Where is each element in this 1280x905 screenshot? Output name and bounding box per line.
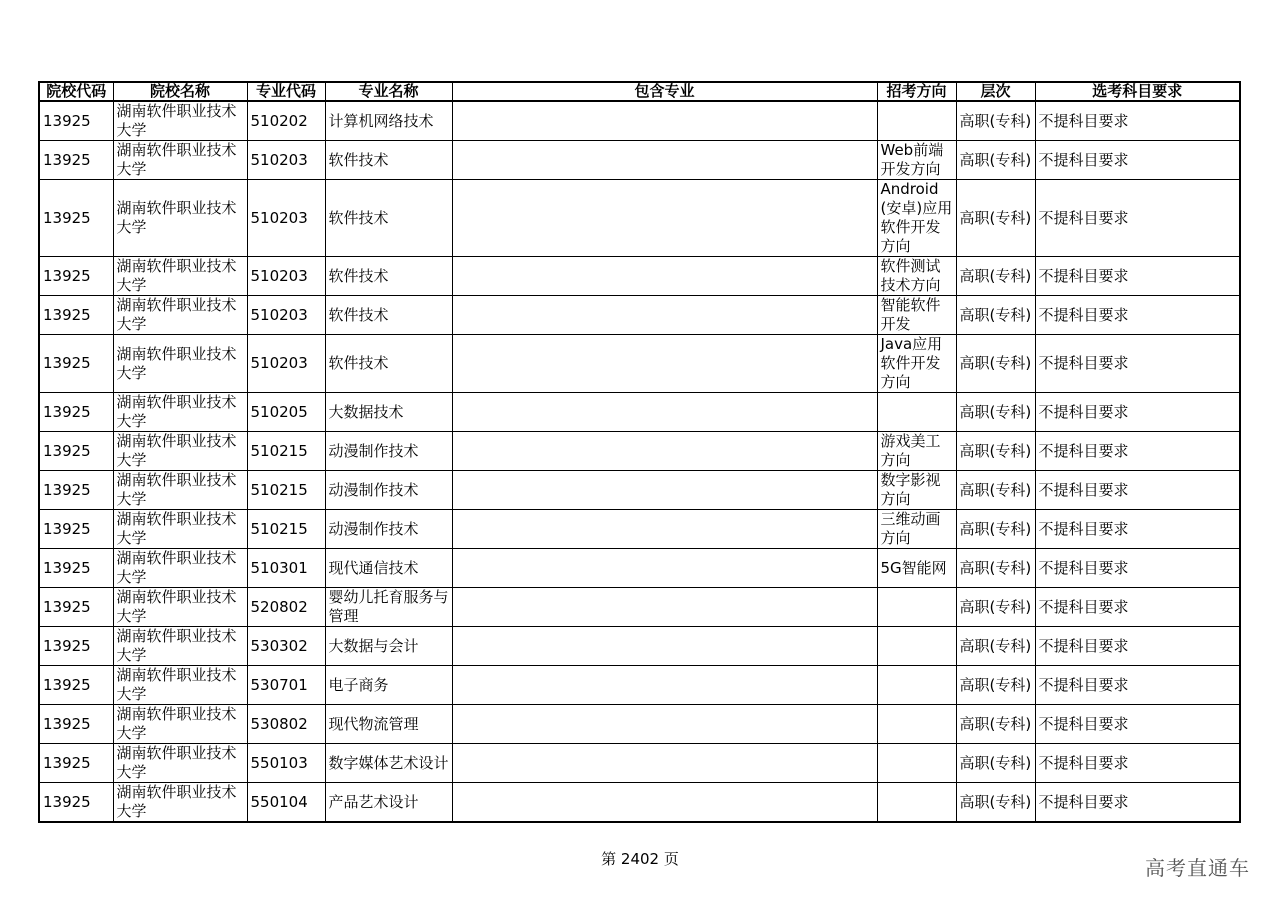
cell-level: 高职(专科) <box>956 180 1035 257</box>
cell-requirement: 不提科目要求 <box>1035 549 1240 588</box>
cell-requirement: 不提科目要求 <box>1035 335 1240 393</box>
cell-direction <box>877 744 956 783</box>
cell-level: 高职(专科) <box>956 510 1035 549</box>
cell-major-name: 大数据与会计 <box>325 627 452 666</box>
cell-direction <box>877 393 956 432</box>
table-row <box>39 549 1240 588</box>
cell-major-name: 现代物流管理 <box>325 705 452 744</box>
col-header-level: 层次 <box>956 82 1035 101</box>
cell-level: 高职(专科) <box>956 335 1035 393</box>
cell-level: 高职(专科) <box>956 549 1035 588</box>
cell-major-name: 软件技术 <box>325 335 452 393</box>
cell-included <box>452 666 877 705</box>
table-row <box>39 180 1240 257</box>
cell-school-name: 湖南软件职业技术大学 <box>113 101 247 141</box>
cell-level: 高职(专科) <box>956 257 1035 296</box>
cell-requirement: 不提科目要求 <box>1035 141 1240 180</box>
cell-included <box>452 335 877 393</box>
cell-school-name: 湖南软件职业技术大学 <box>113 783 247 823</box>
cell-major-code: 520802 <box>247 588 325 627</box>
cell-school-code: 13925 <box>39 180 113 257</box>
cell-school-code: 13925 <box>39 471 113 510</box>
col-header-direction: 招考方向 <box>877 82 956 101</box>
cell-direction: Web前端开发方向 <box>877 141 956 180</box>
cell-school-code: 13925 <box>39 141 113 180</box>
col-header-major-name: 专业名称 <box>325 82 452 101</box>
cell-school-name: 湖南软件职业技术大学 <box>113 141 247 180</box>
cell-school-name: 湖南软件职业技术大学 <box>113 549 247 588</box>
cell-direction: 数字影视方向 <box>877 471 956 510</box>
cell-requirement: 不提科目要求 <box>1035 393 1240 432</box>
cell-school-code: 13925 <box>39 627 113 666</box>
cell-direction: 软件测试技术方向 <box>877 257 956 296</box>
cell-school-code: 13925 <box>39 705 113 744</box>
cell-school-code: 13925 <box>39 393 113 432</box>
cell-level: 高职(专科) <box>956 666 1035 705</box>
cell-level: 高职(专科) <box>956 101 1035 141</box>
cell-level: 高职(专科) <box>956 296 1035 335</box>
cell-direction: 5G智能网 <box>877 549 956 588</box>
cell-school-name: 湖南软件职业技术大学 <box>113 705 247 744</box>
cell-requirement: 不提科目要求 <box>1035 296 1240 335</box>
cell-school-name: 湖南软件职业技术大学 <box>113 666 247 705</box>
table-row <box>39 471 1240 510</box>
cell-major-name: 产品艺术设计 <box>325 783 452 823</box>
cell-major-name: 计算机网络技术 <box>325 101 452 141</box>
cell-direction: 游戏美工方向 <box>877 432 956 471</box>
col-header-included: 包含专业 <box>452 82 877 101</box>
cell-requirement: 不提科目要求 <box>1035 257 1240 296</box>
cell-school-code: 13925 <box>39 783 113 823</box>
cell-major-code: 510301 <box>247 549 325 588</box>
cell-major-name: 动漫制作技术 <box>325 471 452 510</box>
cell-included <box>452 783 877 823</box>
cell-school-code: 13925 <box>39 257 113 296</box>
cell-direction: 三维动画方向 <box>877 510 956 549</box>
cell-school-name: 湖南软件职业技术大学 <box>113 510 247 549</box>
table-row <box>39 705 1240 744</box>
cell-included <box>452 141 877 180</box>
table-row <box>39 744 1240 783</box>
cell-included <box>452 471 877 510</box>
table-row <box>39 141 1240 180</box>
cell-level: 高职(专科) <box>956 471 1035 510</box>
cell-included <box>452 744 877 783</box>
cell-school-name: 湖南软件职业技术大学 <box>113 588 247 627</box>
cell-school-code: 13925 <box>39 744 113 783</box>
table-row <box>39 627 1240 666</box>
cell-school-name: 湖南软件职业技术大学 <box>113 744 247 783</box>
table-row <box>39 335 1240 393</box>
cell-included <box>452 549 877 588</box>
cell-major-name: 软件技术 <box>325 257 452 296</box>
cell-school-code: 13925 <box>39 335 113 393</box>
watermark-logo: 高考直通车 <box>1145 856 1250 880</box>
cell-included <box>452 257 877 296</box>
table-row <box>39 783 1240 823</box>
cell-major-name: 软件技术 <box>325 141 452 180</box>
cell-school-code: 13925 <box>39 510 113 549</box>
cell-school-name: 湖南软件职业技术大学 <box>113 296 247 335</box>
cell-included <box>452 627 877 666</box>
col-header-school-name: 院校名称 <box>113 82 247 101</box>
cell-direction <box>877 666 956 705</box>
cell-direction: Java应用软件开发方向 <box>877 335 956 393</box>
cell-requirement: 不提科目要求 <box>1035 744 1240 783</box>
header-row <box>39 82 1240 101</box>
cell-level: 高职(专科) <box>956 432 1035 471</box>
cell-major-code: 530302 <box>247 627 325 666</box>
cell-school-code: 13925 <box>39 432 113 471</box>
cell-major-name: 大数据技术 <box>325 393 452 432</box>
cell-major-code: 510202 <box>247 101 325 141</box>
cell-major-code: 510215 <box>247 432 325 471</box>
cell-included <box>452 296 877 335</box>
table-row <box>39 296 1240 335</box>
cell-major-name: 动漫制作技术 <box>325 510 452 549</box>
table-body <box>39 101 1240 822</box>
cell-major-name: 数字媒体艺术设计 <box>325 744 452 783</box>
cell-included <box>452 393 877 432</box>
cell-school-name: 湖南软件职业技术大学 <box>113 257 247 296</box>
col-header-school-code: 院校代码 <box>39 82 113 101</box>
cell-major-code: 530802 <box>247 705 325 744</box>
cell-requirement: 不提科目要求 <box>1035 783 1240 823</box>
cell-requirement: 不提科目要求 <box>1035 627 1240 666</box>
cell-level: 高职(专科) <box>956 141 1035 180</box>
cell-school-code: 13925 <box>39 296 113 335</box>
cell-major-name: 现代通信技术 <box>325 549 452 588</box>
cell-level: 高职(专科) <box>956 393 1035 432</box>
table-row <box>39 510 1240 549</box>
cell-major-code: 510203 <box>247 141 325 180</box>
cell-major-name: 软件技术 <box>325 180 452 257</box>
cell-included <box>452 510 877 549</box>
cell-major-code: 510215 <box>247 510 325 549</box>
cell-level: 高职(专科) <box>956 627 1035 666</box>
cell-school-code: 13925 <box>39 666 113 705</box>
col-header-major-code: 专业代码 <box>247 82 325 101</box>
cell-major-code: 510203 <box>247 296 325 335</box>
table-row <box>39 393 1240 432</box>
cell-school-code: 13925 <box>39 588 113 627</box>
cell-school-code: 13925 <box>39 101 113 141</box>
cell-included <box>452 588 877 627</box>
cell-level: 高职(专科) <box>956 783 1035 823</box>
cell-major-code: 550103 <box>247 744 325 783</box>
col-header-requirement: 选考科目要求 <box>1035 82 1240 101</box>
table-row <box>39 588 1240 627</box>
cell-school-name: 湖南软件职业技术大学 <box>113 393 247 432</box>
cell-level: 高职(专科) <box>956 744 1035 783</box>
page-number: 第 2402 页 <box>601 850 679 868</box>
cell-included <box>452 180 877 257</box>
cell-major-name: 电子商务 <box>325 666 452 705</box>
cell-major-code: 530701 <box>247 666 325 705</box>
cell-requirement: 不提科目要求 <box>1035 471 1240 510</box>
table-row <box>39 257 1240 296</box>
cell-direction <box>877 783 956 823</box>
cell-school-name: 湖南软件职业技术大学 <box>113 180 247 257</box>
cell-major-code: 510205 <box>247 393 325 432</box>
cell-requirement: 不提科目要求 <box>1035 588 1240 627</box>
cell-direction <box>877 101 956 141</box>
cell-major-code: 510203 <box>247 335 325 393</box>
admission-table <box>38 81 1241 823</box>
table-row <box>39 432 1240 471</box>
cell-major-name: 动漫制作技术 <box>325 432 452 471</box>
cell-school-name: 湖南软件职业技术大学 <box>113 471 247 510</box>
cell-requirement: 不提科目要求 <box>1035 101 1240 141</box>
cell-school-name: 湖南软件职业技术大学 <box>113 627 247 666</box>
table-row <box>39 101 1240 141</box>
cell-school-name: 湖南软件职业技术大学 <box>113 335 247 393</box>
cell-direction: 智能软件开发 <box>877 296 956 335</box>
table-row <box>39 666 1240 705</box>
cell-requirement: 不提科目要求 <box>1035 666 1240 705</box>
cell-requirement: 不提科目要求 <box>1035 510 1240 549</box>
cell-included <box>452 705 877 744</box>
cell-direction <box>877 588 956 627</box>
cell-requirement: 不提科目要求 <box>1035 705 1240 744</box>
cell-school-name: 湖南软件职业技术大学 <box>113 432 247 471</box>
cell-included <box>452 432 877 471</box>
cell-direction <box>877 627 956 666</box>
cell-major-code: 510203 <box>247 180 325 257</box>
cell-major-code: 550104 <box>247 783 325 823</box>
cell-level: 高职(专科) <box>956 705 1035 744</box>
cell-school-code: 13925 <box>39 549 113 588</box>
cell-direction <box>877 705 956 744</box>
cell-major-name: 软件技术 <box>325 296 452 335</box>
cell-included <box>452 101 877 141</box>
cell-level: 高职(专科) <box>956 588 1035 627</box>
cell-major-code: 510203 <box>247 257 325 296</box>
cell-direction: Android(安卓)应用软件开发方向 <box>877 180 956 257</box>
cell-major-code: 510215 <box>247 471 325 510</box>
cell-requirement: 不提科目要求 <box>1035 180 1240 257</box>
cell-requirement: 不提科目要求 <box>1035 432 1240 471</box>
cell-major-name: 婴幼儿托育服务与管理 <box>325 588 452 627</box>
